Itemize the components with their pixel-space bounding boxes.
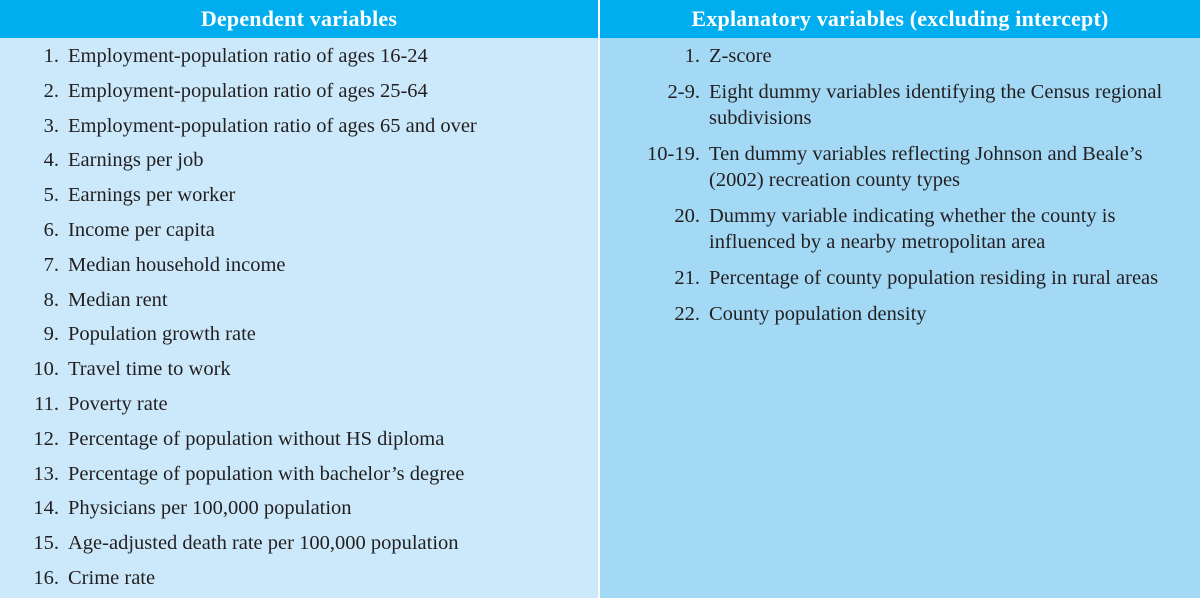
dependent-variables-column — [0, 0, 598, 598]
list-item — [0, 147, 598, 182]
explanatory-variables-header: Explanatory variables (excluding intercept) — [600, 0, 1200, 38]
item-text: Z-score — [709, 45, 772, 67]
item-text: Population growth rate — [68, 323, 256, 346]
list-item — [0, 78, 598, 113]
item-text: Earnings per job — [68, 149, 204, 172]
list-item — [600, 141, 1200, 193]
list-item — [0, 43, 598, 78]
item-number: 5. — [43, 184, 59, 207]
explanatory-variables-column — [598, 0, 1200, 598]
list-item — [600, 79, 1200, 131]
list-item — [0, 182, 598, 217]
item-text: Crime rate — [68, 566, 156, 589]
item-number: 21. — [674, 267, 700, 289]
item-number: 20. — [674, 205, 700, 227]
item-number: 1. — [684, 45, 700, 67]
dependent-variables-header: Dependent variables — [0, 0, 598, 38]
item-text: Travel time to work — [68, 358, 231, 381]
item-text: Employment-population ratio of ages 16-24 — [68, 45, 428, 67]
list-item — [0, 530, 598, 565]
item-number: 4. — [43, 149, 59, 172]
item-number: 9. — [43, 323, 59, 346]
item-number: 11. — [34, 392, 59, 415]
item-text: Ten dummy variables reflecting Johnson and Beale’s (2002) recreation county types — [709, 143, 1143, 191]
item-number: 14. — [33, 497, 59, 520]
list-item — [0, 217, 598, 252]
item-text: Eight dummy variables identifying the Census regional subdivisions — [709, 81, 1163, 129]
list-item — [0, 426, 598, 461]
list-item — [0, 321, 598, 356]
item-number: 12. — [33, 427, 59, 450]
item-number: 3. — [43, 114, 59, 137]
item-text: Percentage of population without HS diploma — [68, 427, 445, 450]
list-item — [0, 495, 598, 530]
item-text: Poverty rate — [68, 392, 168, 415]
item-number: 2-9. — [667, 81, 700, 103]
item-text: Income per capita — [68, 218, 215, 241]
item-number: 6. — [43, 218, 59, 241]
list-item — [600, 43, 1200, 69]
list-item — [0, 113, 598, 148]
item-number: 10. — [33, 358, 59, 381]
item-number: 10-19. — [647, 143, 700, 165]
list-item — [600, 265, 1200, 291]
item-text: Earnings per worker — [68, 184, 236, 207]
list-item — [600, 301, 1200, 327]
item-text: Employment-population ratio of ages 25-64 — [68, 79, 428, 102]
list-item — [0, 252, 598, 287]
item-text: Percentage of population with bachelor’s degree — [68, 462, 465, 485]
item-text: Age-adjusted death rate per 100,000 population — [68, 532, 459, 555]
list-item — [0, 461, 598, 496]
item-number: 1. — [43, 45, 59, 67]
item-text: County population density — [709, 303, 927, 325]
item-text: Median household income — [68, 253, 286, 276]
item-number: 22. — [674, 303, 700, 325]
explanatory-variables-list — [600, 38, 1200, 327]
item-number: 13. — [33, 462, 59, 485]
list-item — [0, 356, 598, 391]
list-item — [600, 203, 1200, 255]
item-text: Employment-population ratio of ages 65 and over — [68, 114, 477, 137]
item-number: 2. — [43, 79, 59, 102]
item-text: Median rent — [68, 288, 168, 311]
list-item — [0, 287, 598, 322]
item-number: 16. — [33, 566, 59, 589]
item-number: 15. — [33, 532, 59, 555]
list-item — [0, 391, 598, 426]
list-item — [0, 565, 598, 598]
item-text: Physicians per 100,000 population — [68, 497, 352, 520]
item-number: 7. — [43, 253, 59, 276]
item-text: Dummy variable indicating whether the county is influenced by a nearby metropolitan area — [709, 205, 1116, 253]
item-text: Percentage of county population residing in rural areas — [709, 267, 1159, 289]
dependent-variables-list — [0, 38, 598, 598]
item-number: 8. — [43, 288, 59, 311]
